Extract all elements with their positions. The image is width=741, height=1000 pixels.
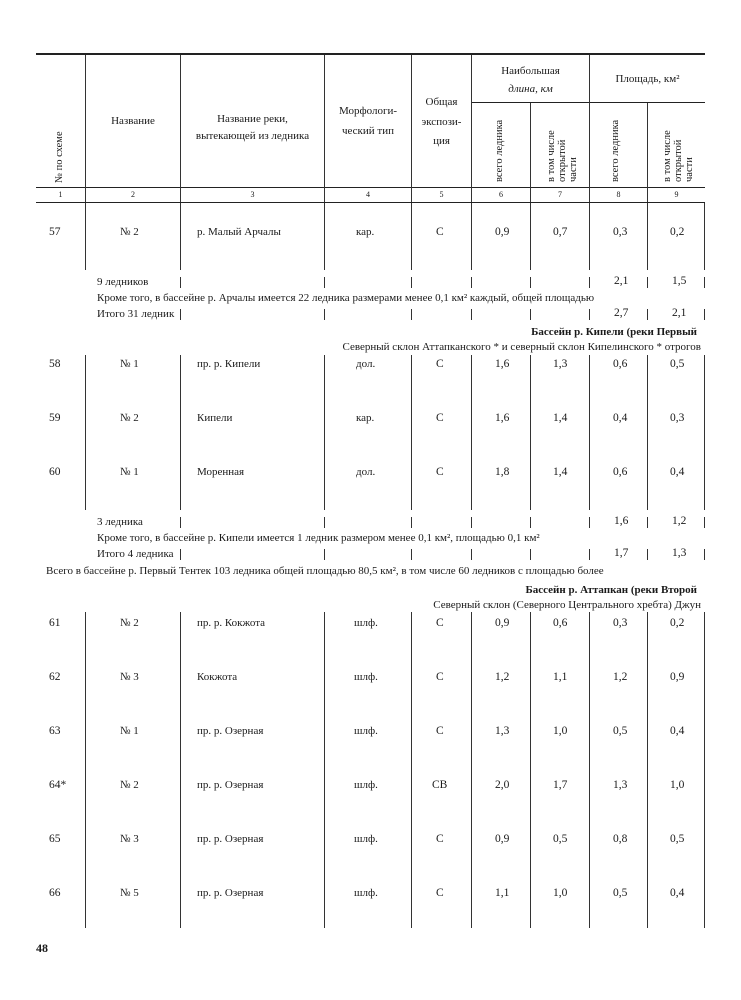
- tick-mark: [180, 277, 181, 288]
- header-col-area-open-line3: части: [684, 157, 695, 182]
- column-number: 9: [674, 190, 679, 199]
- cell-exposure: С: [436, 226, 444, 238]
- cell-type: шлф.: [354, 887, 378, 899]
- tick-mark: [647, 277, 648, 288]
- header-col-length-open-line1: в том числе: [546, 130, 557, 182]
- tick-mark: [324, 549, 325, 560]
- tick-mark: [324, 309, 325, 320]
- tick-mark: [411, 277, 412, 288]
- body-divider: [324, 203, 325, 270]
- header-col-length-total: всего ледника: [494, 119, 505, 182]
- tick-mark: [324, 517, 325, 528]
- column-number: 5: [439, 190, 444, 199]
- cell-river: пр. р. Озерная: [197, 725, 264, 737]
- body-divider: [180, 612, 181, 928]
- header-divider: [530, 103, 531, 202]
- tick-mark: [471, 309, 472, 320]
- cell-name: № 1: [120, 358, 139, 370]
- cell-length: 0,9: [495, 226, 510, 238]
- total-area-open: 1,3: [672, 547, 687, 559]
- tick-mark: [411, 309, 412, 320]
- header-col-area-total: всего ледника: [610, 119, 621, 182]
- column-number: 8: [616, 190, 621, 199]
- body-divider: [647, 612, 648, 928]
- cell-length: 0,9: [495, 617, 510, 629]
- tick-mark: [324, 277, 325, 288]
- cell-number: 63: [49, 725, 61, 737]
- cell-river: пр. р. Озерная: [197, 887, 264, 899]
- cell-area-open: 0,9: [670, 671, 685, 683]
- extra-note: Кроме того, в бассейне р. Кипели имеется 1 ледник размером менее 0,1 км², площадью 0,1 км²: [97, 532, 540, 544]
- cell-exposure: С: [436, 412, 444, 424]
- tick-mark: [704, 277, 705, 288]
- cell-river: пр. р. Озерная: [197, 833, 264, 845]
- column-number: 3: [250, 190, 255, 199]
- cell-area-open: 0,5: [670, 833, 685, 845]
- tick-mark: [530, 277, 531, 288]
- cell-type: кар.: [356, 412, 375, 424]
- cell-area-open: 0,4: [670, 887, 685, 899]
- tick-mark: [704, 517, 705, 528]
- cell-number: 60: [49, 466, 61, 478]
- body-divider: [704, 355, 705, 510]
- cell-area: 0,3: [613, 226, 628, 238]
- tick-mark: [647, 549, 648, 560]
- header-col-type-line1: Морфологи-: [338, 105, 398, 117]
- header-length-group-line1: Наибольшая: [501, 65, 560, 77]
- header-col-length-open-line2: открытой: [557, 139, 568, 182]
- grand-total-note: Всего в бассейне р. Первый Тентек 103 ледника общей площадью 80,5 км², в том числе 60 ледников с площадью более: [46, 565, 604, 577]
- total-label: Итого 4 ледника: [97, 548, 174, 560]
- total-area-open: 2,1: [672, 307, 687, 319]
- tick-mark: [589, 277, 590, 288]
- tick-mark: [471, 549, 472, 560]
- body-divider: [647, 203, 648, 270]
- cell-area-open: 0,2: [670, 226, 685, 238]
- header-col-river-line2: вытекающей из ледника: [195, 130, 310, 142]
- body-divider: [85, 203, 86, 270]
- tick-mark: [530, 309, 531, 320]
- page-number: 48: [36, 941, 48, 955]
- summary-area: 1,6: [614, 515, 629, 527]
- cell-name: № 2: [120, 779, 139, 791]
- cell-area: 0,6: [613, 358, 628, 370]
- cell-number: 62: [49, 671, 61, 683]
- column-number: 2: [131, 190, 135, 199]
- cell-name: № 5: [120, 887, 139, 899]
- cell-length-open: 0,5: [553, 833, 568, 845]
- summary-area: 2,1: [614, 275, 629, 287]
- body-divider: [530, 612, 531, 928]
- cell-river: пр. р. Кокжота: [197, 617, 266, 629]
- header-col-exposure-line1: Общая: [425, 96, 458, 108]
- basin-title: Бассейн р. Кипели (реки Первый: [531, 326, 697, 338]
- cell-type: дол.: [356, 466, 376, 478]
- header-area-group: Площадь, км²: [615, 73, 680, 85]
- body-divider: [647, 355, 648, 510]
- tick-mark: [180, 517, 181, 528]
- tick-mark: [530, 549, 531, 560]
- tick-mark: [411, 517, 412, 528]
- body-divider: [704, 612, 705, 928]
- tick-mark: [704, 549, 705, 560]
- cell-exposure: С: [436, 725, 444, 737]
- cell-area: 0,3: [613, 617, 628, 629]
- body-divider: [530, 203, 531, 270]
- basin-title: Бассейн р. Аттапкан (реки Второй: [525, 584, 697, 596]
- cell-number: 66: [49, 887, 61, 899]
- cell-length: 1,3: [495, 725, 510, 737]
- tick-mark: [647, 517, 648, 528]
- body-divider: [411, 203, 412, 270]
- basin-subtitle: Северный склон Аттапканского * и северный склон Кипелинского * отрогов: [342, 341, 701, 353]
- tick-mark: [589, 549, 590, 560]
- cell-type: дол.: [356, 358, 376, 370]
- cell-exposure: С: [436, 466, 444, 478]
- cell-type: кар.: [356, 226, 375, 238]
- body-divider: [324, 612, 325, 928]
- header-col-number: № по схеме: [54, 131, 65, 183]
- cell-length: 0,9: [495, 833, 510, 845]
- header-length-group-line2: длина, км: [508, 83, 553, 95]
- cell-river: пр. р. Озерная: [197, 779, 264, 791]
- tick-mark: [589, 309, 590, 320]
- column-number: 1: [58, 190, 63, 199]
- header-col-name: Название: [111, 115, 155, 127]
- extra-note: Кроме того, в бассейне р. Арчалы имеется 22 ледника размерами менее 0,1 км² каждый, общей площадью: [97, 292, 595, 304]
- header-col-river-line1: Название реки,: [217, 113, 288, 125]
- cell-exposure: С: [436, 617, 444, 629]
- cell-river: р. Малый Арчалы: [197, 226, 281, 238]
- basin-subtitle: Северный склон (Северного Центрального хребта) Джун: [433, 599, 701, 611]
- cell-exposure: С: [436, 671, 444, 683]
- cell-name: № 2: [120, 226, 139, 238]
- cell-length-open: 1,3: [553, 358, 568, 370]
- cell-length-open: 1,0: [553, 725, 568, 737]
- summary-label: 3 ледника: [97, 516, 143, 528]
- body-divider: [180, 203, 181, 270]
- body-divider: [411, 612, 412, 928]
- cell-length: 1,8: [495, 466, 510, 478]
- body-divider: [589, 355, 590, 510]
- summary-area-open: 1,2: [672, 515, 687, 527]
- body-divider: [589, 612, 590, 928]
- cell-length: 1,2: [495, 671, 510, 683]
- header-divider: [647, 103, 648, 202]
- header-col-exposure-line2: экспози-: [421, 116, 462, 128]
- cell-number: 58: [49, 358, 61, 370]
- body-divider: [704, 203, 705, 270]
- cell-length-open: 0,7: [553, 226, 568, 238]
- header-col-area-open-line1: в том числе: [662, 130, 673, 182]
- body-divider: [471, 203, 472, 270]
- cell-length-open: 0,6: [553, 617, 568, 629]
- tick-mark: [647, 309, 648, 320]
- cell-area-open: 0,4: [670, 466, 685, 478]
- body-divider: [324, 355, 325, 510]
- total-area: 1,7: [614, 547, 629, 559]
- cell-number: 59: [49, 412, 61, 424]
- tick-mark: [471, 277, 472, 288]
- body-divider: [471, 612, 472, 928]
- tick-mark: [589, 517, 590, 528]
- cell-river: Моренная: [197, 466, 245, 478]
- tick-mark: [530, 517, 531, 528]
- header-col-type-line2: ческий тип: [341, 125, 395, 137]
- tick-mark: [180, 309, 181, 320]
- cell-number: 61: [49, 617, 61, 629]
- cell-name: № 2: [120, 617, 139, 629]
- cell-river: пр. р. Кипели: [197, 358, 261, 370]
- column-number: 4: [366, 190, 370, 199]
- cell-area: 1,2: [613, 671, 628, 683]
- cell-type: шлф.: [354, 779, 378, 791]
- cell-exposure: СВ: [432, 779, 448, 791]
- table-top-rule: [36, 53, 705, 55]
- cell-area: 0,6: [613, 466, 628, 478]
- cell-number: 57: [49, 226, 61, 238]
- cell-type: шлф.: [354, 833, 378, 845]
- cell-exposure: С: [436, 833, 444, 845]
- cell-length-open: 1,0: [553, 887, 568, 899]
- cell-name: № 1: [120, 725, 139, 737]
- cell-number: 64*: [49, 779, 67, 791]
- cell-length: 2,0: [495, 779, 510, 791]
- column-number: 6: [499, 190, 503, 199]
- cell-number: 65: [49, 833, 61, 845]
- tick-mark: [704, 309, 705, 320]
- cell-area: 0,5: [613, 887, 628, 899]
- cell-length: 1,1: [495, 887, 510, 899]
- total-area: 2,7: [614, 307, 629, 319]
- cell-type: шлф.: [354, 671, 378, 683]
- cell-area-open: 0,3: [670, 412, 685, 424]
- cell-name: № 3: [120, 671, 139, 683]
- cell-exposure: С: [436, 887, 444, 899]
- total-label: Итого 31 ледник: [97, 308, 175, 320]
- cell-length-open: 1,4: [553, 412, 568, 424]
- cell-name: № 2: [120, 412, 139, 424]
- cell-area: 1,3: [613, 779, 628, 791]
- body-divider: [180, 355, 181, 510]
- header-col-length-open-line3: части: [568, 157, 579, 182]
- body-divider: [85, 355, 86, 510]
- cell-exposure: С: [436, 358, 444, 370]
- cell-name: № 1: [120, 466, 139, 478]
- cell-name: № 3: [120, 833, 139, 845]
- summary-label: 9 ледников: [97, 276, 149, 288]
- header-bottom-rule: [36, 187, 705, 188]
- tick-mark: [411, 549, 412, 560]
- cell-river: Кокжота: [197, 671, 238, 683]
- cell-area-open: 1,0: [670, 779, 685, 791]
- cell-area: 0,8: [613, 833, 628, 845]
- cell-area-open: 0,4: [670, 725, 685, 737]
- header-col-exposure-line3: ция: [433, 135, 450, 147]
- body-divider: [85, 612, 86, 928]
- cell-area-open: 0,5: [670, 358, 685, 370]
- cell-river: Кипели: [197, 412, 233, 424]
- column-number: 7: [558, 190, 562, 199]
- colnum-bottom-rule: [36, 202, 705, 203]
- tick-mark: [471, 517, 472, 528]
- cell-type: шлф.: [354, 725, 378, 737]
- cell-area-open: 0,2: [670, 617, 685, 629]
- cell-area: 0,4: [613, 412, 628, 424]
- cell-area: 0,5: [613, 725, 628, 737]
- tick-mark: [180, 549, 181, 560]
- summary-area-open: 1,5: [672, 275, 687, 287]
- cell-type: шлф.: [354, 617, 378, 629]
- cell-length-open: 1,7: [553, 779, 568, 791]
- header-col-area-open-line2: открытой: [673, 139, 684, 182]
- cell-length-open: 1,1: [553, 671, 568, 683]
- body-divider: [530, 355, 531, 510]
- cell-length: 1,6: [495, 412, 510, 424]
- body-divider: [471, 355, 472, 510]
- cell-length: 1,6: [495, 358, 510, 370]
- cell-length-open: 1,4: [553, 466, 568, 478]
- body-divider: [589, 203, 590, 270]
- body-divider: [411, 355, 412, 510]
- header-divider: [85, 55, 86, 202]
